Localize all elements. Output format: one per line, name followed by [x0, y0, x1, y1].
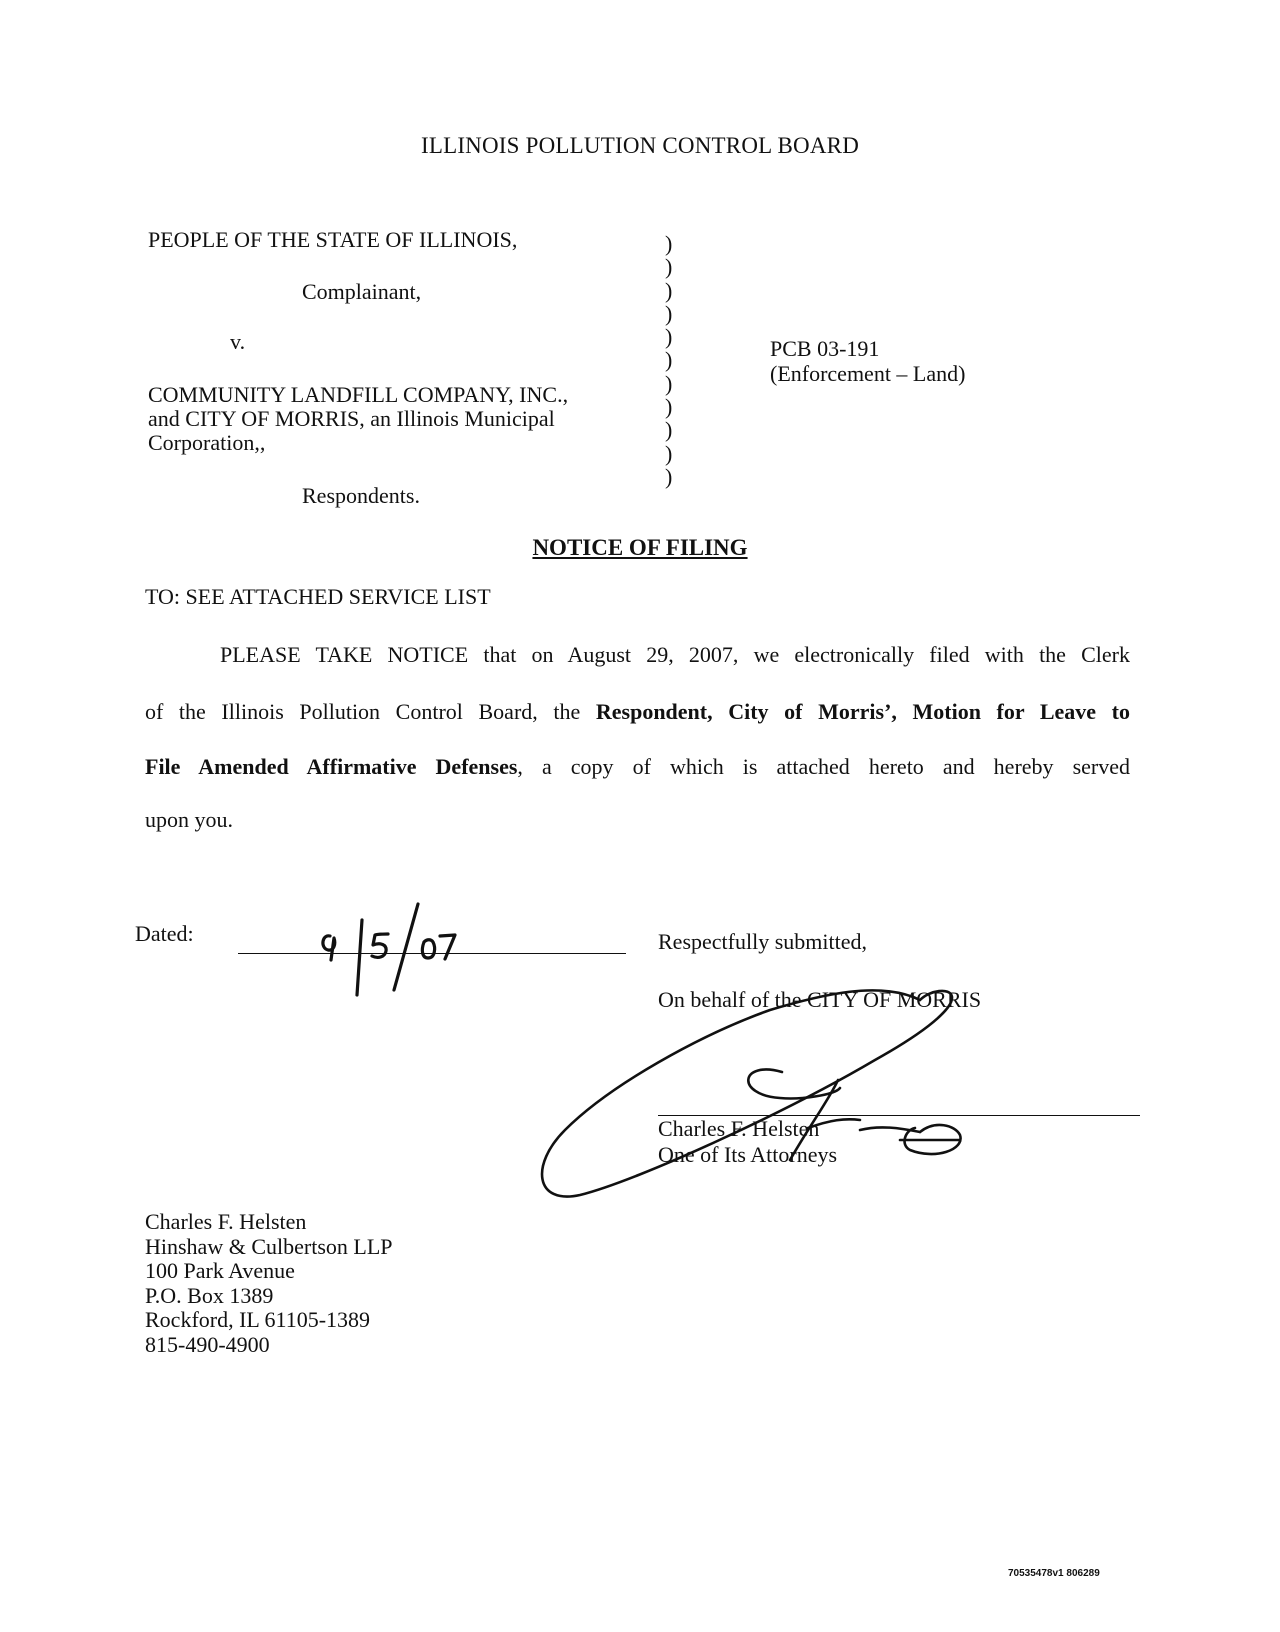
paren: ) — [665, 463, 673, 489]
versus-label: v. — [230, 329, 246, 354]
plaintiff-name: PEOPLE OF THE STATE OF ILLINOIS, — [148, 227, 518, 252]
motion-title-part-2: File Amended Affirmative Defenses — [145, 754, 518, 779]
address-line: P.O. Box 1389 — [145, 1282, 274, 1308]
handwritten-date — [323, 904, 455, 995]
caption-parenthesis-column — [665, 232, 685, 488]
defendant-line-3: Corporation,, — [148, 430, 266, 455]
paren: ) — [665, 277, 673, 303]
address-line: 100 Park Avenue — [145, 1258, 295, 1283]
signer-block — [658, 1116, 837, 1168]
paren: ) — [665, 417, 673, 443]
on-behalf-of: On behalf of the CITY OF MORRIS — [658, 987, 982, 1012]
signer-title: One of Its Attorneys — [658, 1142, 838, 1167]
paren: ) — [665, 394, 673, 420]
notice-line-4: upon you. — [145, 807, 233, 832]
dated-underline — [238, 953, 626, 954]
notice-title — [0, 535, 1280, 561]
address-line: Charles F. Helsten — [145, 1209, 307, 1234]
respectfully-submitted: Respectfully submitted, — [658, 929, 867, 954]
paren: ) — [665, 440, 673, 466]
notice-line-3-plain: , a copy of which is attached hereto and hereby served — [517, 754, 1130, 779]
address-line: Rockford, IL 61105-1389 — [145, 1307, 371, 1332]
notice-title-text: NOTICE OF FILING — [532, 535, 748, 560]
notice-line-2-plain: of the Illinois Pollution Control Board, the — [145, 699, 596, 724]
paren: ) — [665, 324, 673, 350]
notice-line-3 — [145, 754, 1130, 809]
attorney-address — [145, 1210, 393, 1357]
signer-name: Charles F. Helsten — [658, 1116, 820, 1141]
notice-paragraph-line-2 — [145, 699, 1130, 754]
case-type: (Enforcement – Land) — [770, 361, 966, 386]
address-line: 815-490-4900 — [145, 1331, 270, 1357]
case-number: PCB 03-191 — [770, 336, 880, 361]
dated-label: Dated: — [135, 921, 194, 946]
address-line: Hinshaw & Culbertson LLP — [145, 1233, 393, 1259]
paren: ) — [665, 347, 673, 373]
document-id: 70535478v1 806289 — [1008, 1568, 1100, 1579]
service-recipient: TO: SEE ATTACHED SERVICE LIST — [145, 584, 491, 609]
plaintiff-role: Complainant, — [302, 279, 422, 304]
paren: ) — [665, 254, 673, 280]
defendant-line-1: COMMUNITY LANDFILL COMPANY, INC., — [148, 382, 569, 407]
notice-paragraph-line-4 — [145, 807, 1130, 862]
motion-title-part-1: Respondent, City of Morris’, Motion for Leave to — [595, 699, 1131, 724]
defendant-role: Respondents. — [302, 483, 420, 508]
board-title: ILLINOIS POLLUTION CONTROL BOARD — [420, 133, 860, 158]
notice-line-2 — [145, 699, 1130, 754]
paren: ) — [665, 231, 673, 256]
defendant-line-2: and CITY OF MORRIS, an Illinois Municipal — [148, 406, 555, 431]
notice-paragraph-line-3 — [145, 754, 1130, 809]
paren: ) — [665, 300, 673, 326]
notice-line-1: PLEASE TAKE NOTICE that on August 29, 2007, we electronically filed with the Clerk — [220, 642, 1130, 667]
paren: ) — [665, 370, 673, 396]
case-info — [770, 336, 965, 386]
notice-paragraph-line-1 — [220, 642, 1130, 697]
